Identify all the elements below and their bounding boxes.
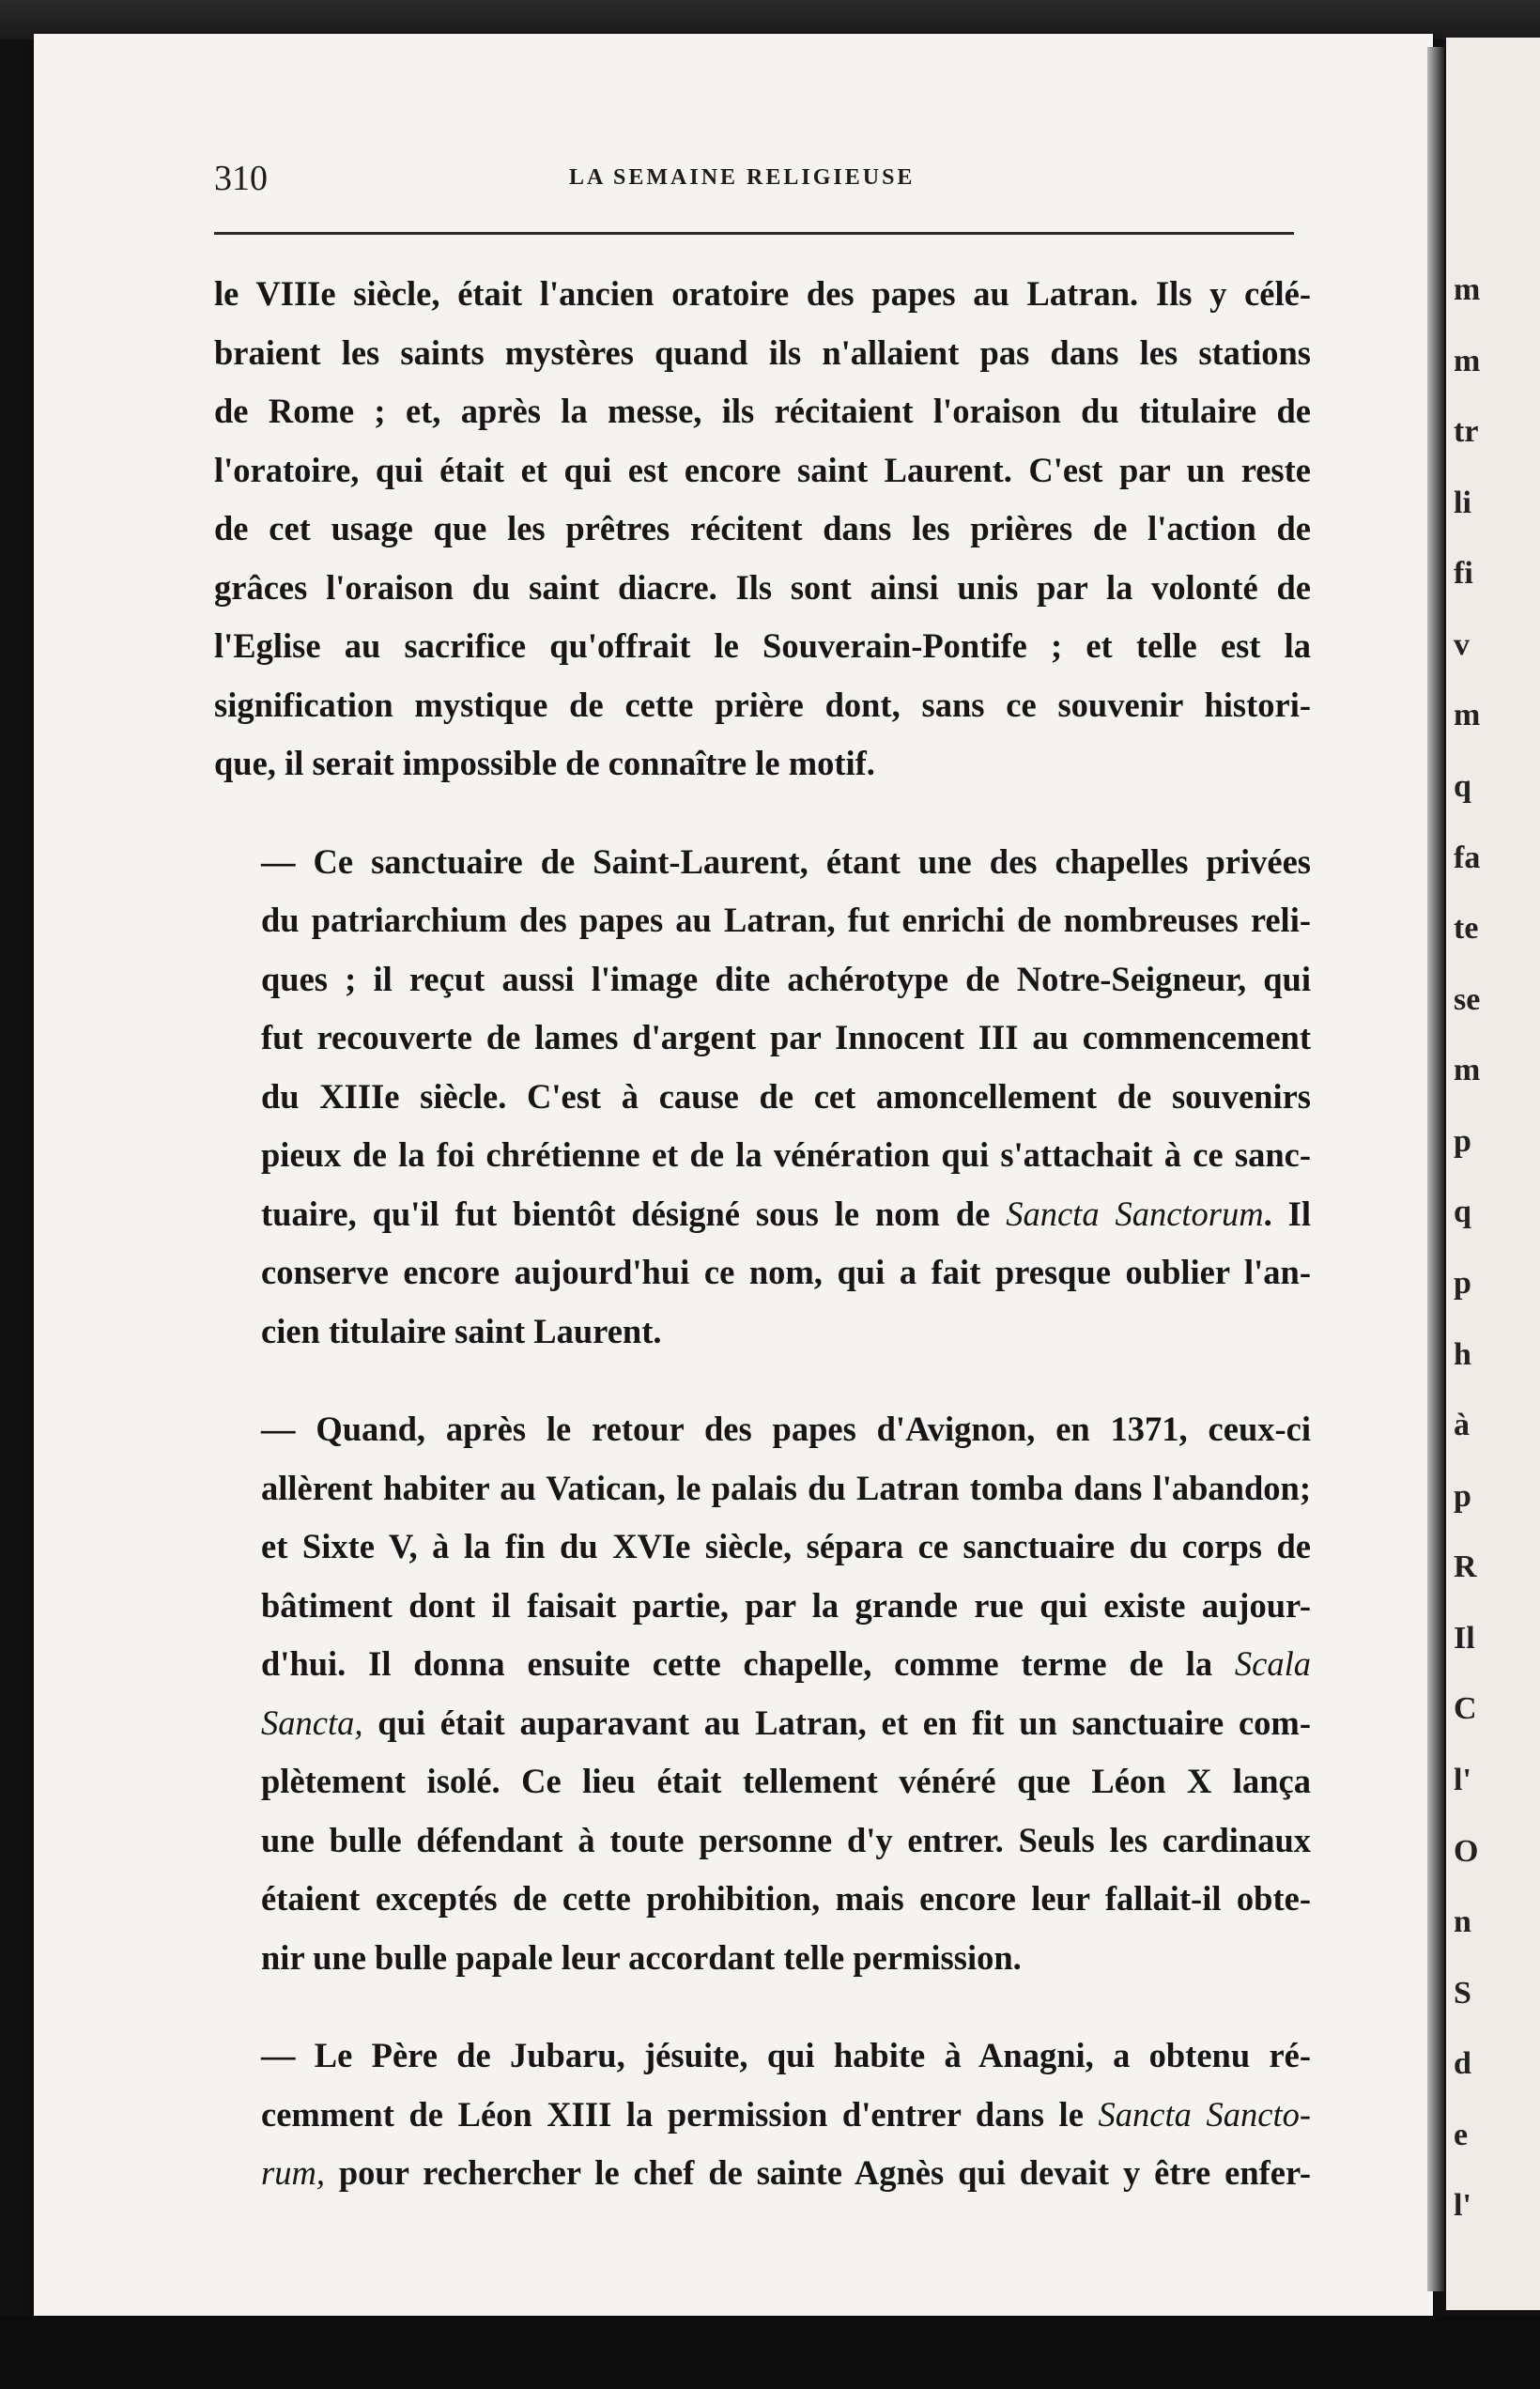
running-head (214, 152, 1294, 199)
facing-page-fragment: q (1454, 1194, 1471, 1230)
text-line: allèrent habiter au Vatican, le palais du Latran tomba dans l'abandon; (261, 1468, 1311, 1507)
facing-page-fragment: p (1454, 1478, 1471, 1514)
text-line: fut recouverte de lames d'argent par Innocent III au commencement (261, 1018, 1311, 1056)
facing-page-fragment: l' (1454, 1763, 1471, 1797)
text-line: et Sixte V, à la fin du XVIe siècle, sépara ce sanctuaire du corps de (261, 1527, 1311, 1565)
text-line: cien titulaire saint Laurent. (261, 1311, 662, 1350)
journal-title: LA SEMAINE RELIGIEUSE (569, 165, 916, 190)
facing-page-fragment: h (1454, 1336, 1471, 1372)
text-line: tuaire, qu'il fut bientôt désigné sous le nom de Sancta Sanctorum. Il (261, 1194, 1311, 1233)
facing-page-fragment: fi (1454, 556, 1473, 592)
facing-page-fragment: à (1454, 1408, 1470, 1443)
header-rule (214, 232, 1294, 235)
text-line: — Quand, après le retour des papes d'Avignon, en 1371, ceux-ci (261, 1410, 1311, 1448)
page-number: 310 (214, 159, 268, 198)
facing-page-edge (1446, 38, 1540, 2310)
text-line: étaient exceptés de cette prohibition, mais encore leur fallait-il obte- (261, 1879, 1311, 1918)
facing-page-fragment: p (1454, 1123, 1471, 1159)
paragraph-2 (214, 833, 1311, 1362)
text-line: — Le Père de Jubaru, jésuite, qui habite à Anagni, a obtenu ré- (261, 2036, 1311, 2074)
facing-page-fragment: m (1454, 343, 1481, 378)
facing-page-fragment: v (1454, 626, 1470, 662)
facing-page-fragment: e (1454, 2117, 1469, 2152)
text-line: — Ce sanctuaire de Saint-Laurent, étant une des chapelles privées (261, 841, 1311, 881)
text-line: pieux de la foi chrétienne et de la vénération qui s'attachait à ce sanc- (261, 1135, 1311, 1174)
facing-page-fragment: li (1454, 485, 1471, 520)
facing-page-fragment: l' (1454, 2188, 1471, 2224)
paragraph-3 (214, 1400, 1311, 1987)
text-line: de Rome ; et, après la messe, ils récitaient l'oraison du titulaire de (214, 392, 1311, 430)
text-line: nir une bulle papale leur accordant telle permission. (261, 1937, 1022, 1977)
text-line: Sancta, qui était auparavant au Latran, et en fit un sanctuaire com- (261, 1703, 1311, 1742)
text-line: ques ; il reçut aussi l'image dite achérotype de Notre-Seigneur, qui (261, 959, 1311, 998)
text-line: plètement isolé. Ce lieu était tellement vénéré que Léon X lança (261, 1762, 1311, 1800)
facing-page-fragment: R (1454, 1549, 1477, 1585)
text-line: cemment de Léon XIII la permission d'entrer dans le Sancta Sancto- (261, 2094, 1311, 2134)
text-line: le VIIIe siècle, était l'ancien oratoire des papes au Latran. Ils y célé- (214, 274, 1311, 313)
facing-page-fragment: Il (1454, 1620, 1475, 1656)
text-line: que, il serait impossible de connaître le motif. (214, 744, 875, 782)
text-line: d'hui. Il donna ensuite cette chapelle, comme terme de la Scala (261, 1644, 1311, 1683)
text-line: conserve encore aujourd'hui ce nom, qui a fait presque oublier l'an- (261, 1253, 1311, 1291)
facing-page-fragment: tr (1454, 414, 1479, 450)
facing-page-fragment: te (1454, 911, 1479, 947)
facing-page-fragment: O (1454, 1833, 1479, 1869)
text-line: l'Eglise au sacrifice qu'offrait le Souverain-Pontife ; et telle est la (214, 626, 1311, 665)
facing-page-fragment: C (1454, 1691, 1477, 1727)
scan-bottom-edge (0, 2316, 1540, 2389)
book-gutter (1427, 47, 1444, 2291)
text-line: signification mystique de cette prière dont, sans ce souvenir histori- (214, 685, 1311, 724)
text-line: de cet usage que les prêtres récitent dans les prières de l'action de (214, 509, 1311, 547)
body-text (214, 265, 1311, 2203)
facing-page-fragment: fa (1454, 840, 1481, 875)
facing-page-fragment: m (1454, 698, 1481, 733)
text-line: braient les saints mystères quand ils n'allaient pas dans les stations (214, 332, 1311, 372)
text-line: une bulle défendant à toute personne d'y entrer. Seuls les cardinaux (261, 1820, 1311, 1859)
facing-page-fragment: m (1454, 272, 1481, 307)
text-line: grâces l'oraison du saint diacre. Ils sont ainsi unis par la volonté de (214, 567, 1311, 607)
text-line: bâtiment dont il faisait partie, par la grande rue qui existe aujour- (261, 1585, 1311, 1625)
text-line: du XIIIe siècle. C'est à cause de cet amoncellement de souvenirs (261, 1076, 1311, 1116)
facing-page-fragment: n (1454, 1904, 1471, 1940)
paragraph-1 (214, 265, 1311, 794)
facing-page-fragment: q (1454, 769, 1471, 804)
facing-page-fragment: se (1454, 981, 1481, 1017)
facing-page-fragment: m (1454, 1053, 1481, 1088)
paragraph-4 (214, 2027, 1311, 2203)
text-line: rum, pour rechercher le chef de sainte Agnès qui devait y être enfer- (261, 2153, 1311, 2192)
text-line: du patriarchium des papes au Latran, fut enrichi de nombreuses reli- (261, 901, 1311, 939)
facing-page-fragment: S (1454, 1975, 1471, 2011)
facing-page-fragment: p (1454, 1266, 1471, 1301)
text-line: l'oratoire, qui était et qui est encore saint Laurent. C'est par un reste (214, 450, 1311, 489)
facing-page-fragment: d (1454, 2046, 1471, 2082)
